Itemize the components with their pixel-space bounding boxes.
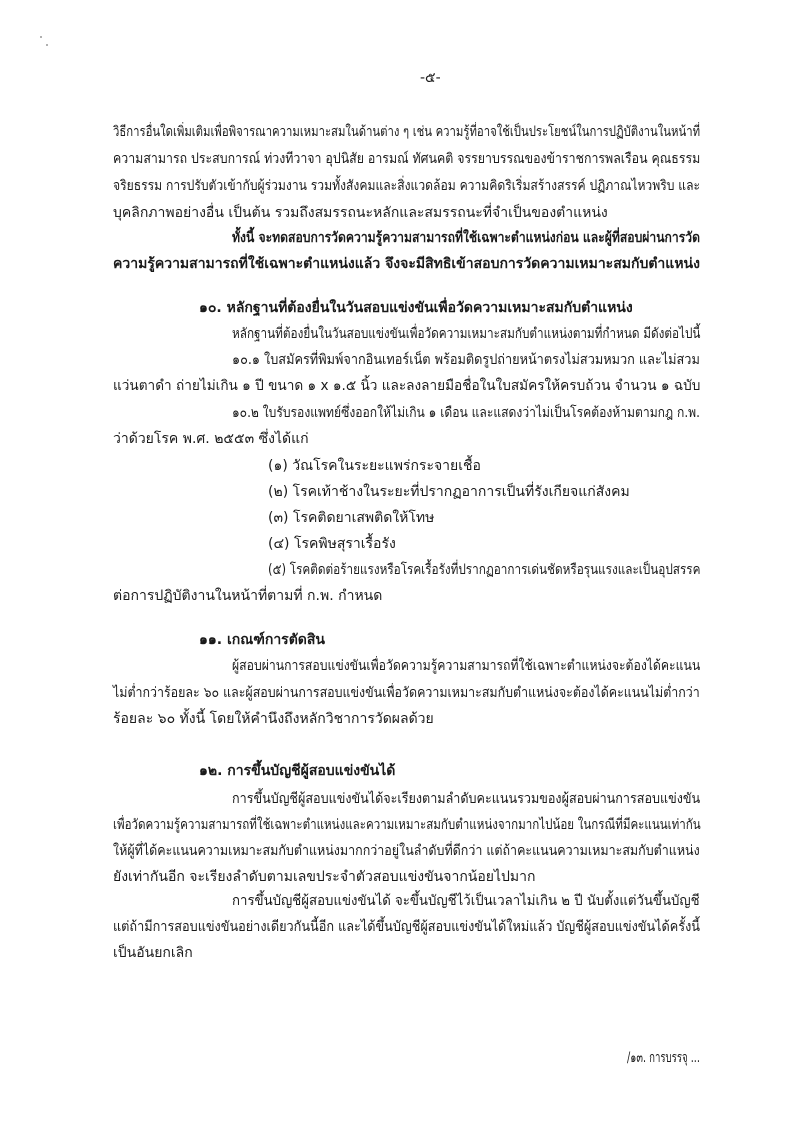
- intro-note-line: ความรู้ความสามารถที่ใช้เฉพาะตำแหน่งแล้ว จึงจะมีสิทธิเข้าสอบการวัดความเหมาะสมกับตำแหน่ง: [113, 256, 700, 272]
- intro-line: วิธีการอื่นใดเพิ่มเติมเพื่อพิจารณาความเหมาะสมในด้านต่าง ๆ เช่น ความรู้ที่อาจใช้เป็นประโยชน์ในการปฏิบัติงานในหน้าที่: [113, 124, 701, 140]
- section-12-line: แต่ถ้ามีการสอบแข่งขันอย่างเดียวกันนี้อีก และได้ขึ้นบัญชีผู้สอบแข่งขันได้ใหม่แล้ว บัญชีผู้สอบแข่งขันได้ครั้งนี้: [113, 919, 700, 935]
- intro-note-line: ทั้งนี้ จะทดสอบการวัดความรู้ความสามารถที่ใช้เฉพาะตำแหน่งก่อน และผู้ที่สอบผ่านการวัด: [232, 230, 700, 246]
- section-12-line: ให้ผู้ที่ได้คะแนนความเหมาะสมกับตำแหน่งมากกว่าอยู่ในลำดับที่ดีกว่า แต่ถ้าคะแนนความเหมาะสมกับตำแหน่ง: [113, 843, 700, 859]
- section-11-line: ผู้สอบผ่านการสอบแข่งขันเพื่อวัดความรู้ความสามารถที่ใช้เฉพาะตำแหน่งจะต้องได้คะแนน: [232, 658, 701, 674]
- section-12-line: การขึ้นบัญชีผู้สอบแข่งขันได้ จะขึ้นบัญชีไว้เป็นเวลาไม่เกิน ๒ ปี นับตั้งแต่วันขึ้นบัญชี: [232, 893, 700, 909]
- disease-item-cont: ต่อการปฏิบัติงานในหน้าที่ตามที่ ก.พ. กำหนด: [113, 588, 383, 604]
- disease-item: (๒) โรคเท้าช้างในระยะที่ปรากฏอาการเป็นที่รังเกียจแก่สังคม: [268, 484, 630, 500]
- page-number: -๕-: [420, 70, 441, 86]
- section-12-line: ยังเท่ากันอีก จะเรียงลำดับตามเลขประจำตัวสอบแข่งขันจากน้อยไปมาก: [113, 869, 536, 885]
- section-10-item-1-cont: แว่นตาดำ ถ่ายไม่เกิน ๑ ปี ขนาด ๑ x ๑.๕ นิ้ว และลงลายมือชื่อในใบสมัครให้ครบถ้วน จำนวน ๑ ฉบับ: [113, 378, 701, 394]
- section-11-line: ร้อยละ ๖๐ ทั้งนี้ โดยให้คำนึงถึงหลักวิชาการวัดผลด้วย: [113, 711, 434, 727]
- section-10-item-2-cont: ว่าด้วยโรค พ.ศ. ๒๕๕๓ ซึ่งได้แก่: [113, 431, 309, 447]
- section-11-heading: ๑๑. เกณฑ์การตัดสิน: [199, 632, 325, 648]
- section-12-line: เพื่อวัดความรู้ความสามารถที่ใช้เฉพาะตำแหน่งและความเหมาะสมกับตำแหน่งจากมากไปน้อย ในกรณีที่มีคะแนนเท่ากัน: [113, 817, 701, 833]
- section-11-line: ไม่ต่ำกว่าร้อยละ ๖๐ และผู้สอบผ่านการสอบแข่งขันเพื่อวัดความเหมาะสมกับตำแหน่งจะต้องได้คะแนนไม่ต่ำกว่า: [113, 685, 700, 701]
- disease-item: (๔) โรคพิษสุราเรื้อรัง: [268, 536, 396, 552]
- section-10-heading: ๑๐. หลักฐานที่ต้องยื่นในวันสอบแข่งขันเพื่อวัดความเหมาะสมกับตำแหน่ง: [199, 300, 633, 316]
- disease-item: (๕) โรคติดต่อร้ายแรงหรือโรคเรื้อรังที่ปรากฏอาการเด่นชัดหรือรุนแรงและเป็นอุปสรรค: [268, 562, 701, 578]
- section-10-item-2: ๑๐.๒ ใบรับรองแพทย์ซึ่งออกให้ไม่เกิน ๑ เดือน และแสดงว่าไม่เป็นโรคต้องห้ามตามกฎ ก.พ.: [232, 405, 701, 421]
- section-12-line: เป็นอันยกเลิก: [113, 945, 193, 961]
- disease-item: (๓) โรคติดยาเสพติดให้โทษ: [268, 510, 435, 526]
- intro-line: จริยธรรม การปรับตัวเข้ากับผู้ร่วมงาน รวมทั้งสังคมและสิ่งแวดล้อม ความคิดริเริ่มสร้างสรรค์ ปฏิภาณไหวพริบ และ: [113, 178, 701, 194]
- scan-speck: [40, 36, 42, 38]
- intro-line: ความสามารถ ประสบการณ์ ท่วงทีวาจา อุปนิสัย อารมณ์ ทัศนคติ จรรยาบรรณของข้าราชการพลเรือน คุณธรรม: [113, 151, 701, 167]
- section-10-item-1: ๑๐.๑ ใบสมัครที่พิมพ์จากอินเทอร์เน็ต พร้อมติดรูปถ่ายหน้าตรงไม่สวมหมวก และไม่สวม: [232, 352, 700, 368]
- section-12-heading: ๑๒. การขึ้นบัญชีผู้สอบแข่งขันได้: [199, 763, 396, 779]
- intro-line: บุคลิกภาพอย่างอื่น เป็นต้น รวมถึงสมรรถนะหลักและสมรรถนะที่จำเป็นของตำแหน่ง: [113, 205, 608, 221]
- scan-speck: [46, 44, 48, 46]
- section-10-lead: หลักฐานที่ต้องยื่นในวันสอบแข่งขันเพื่อวัดความเหมาะสมกับตำแหน่งตามที่กำหนด มีดังต่อไปนี้: [232, 326, 701, 342]
- continuation-marker: /๑๓. การบรรจุ ...: [627, 1050, 700, 1066]
- section-12-line: การขึ้นบัญชีผู้สอบแข่งขันได้จะเรียงตามลำดับคะแนนรวมของผู้สอบผ่านการสอบแข่งขัน: [232, 791, 701, 807]
- disease-item: (๑) วัณโรคในระยะแพร่กระจายเชื้อ: [268, 458, 481, 474]
